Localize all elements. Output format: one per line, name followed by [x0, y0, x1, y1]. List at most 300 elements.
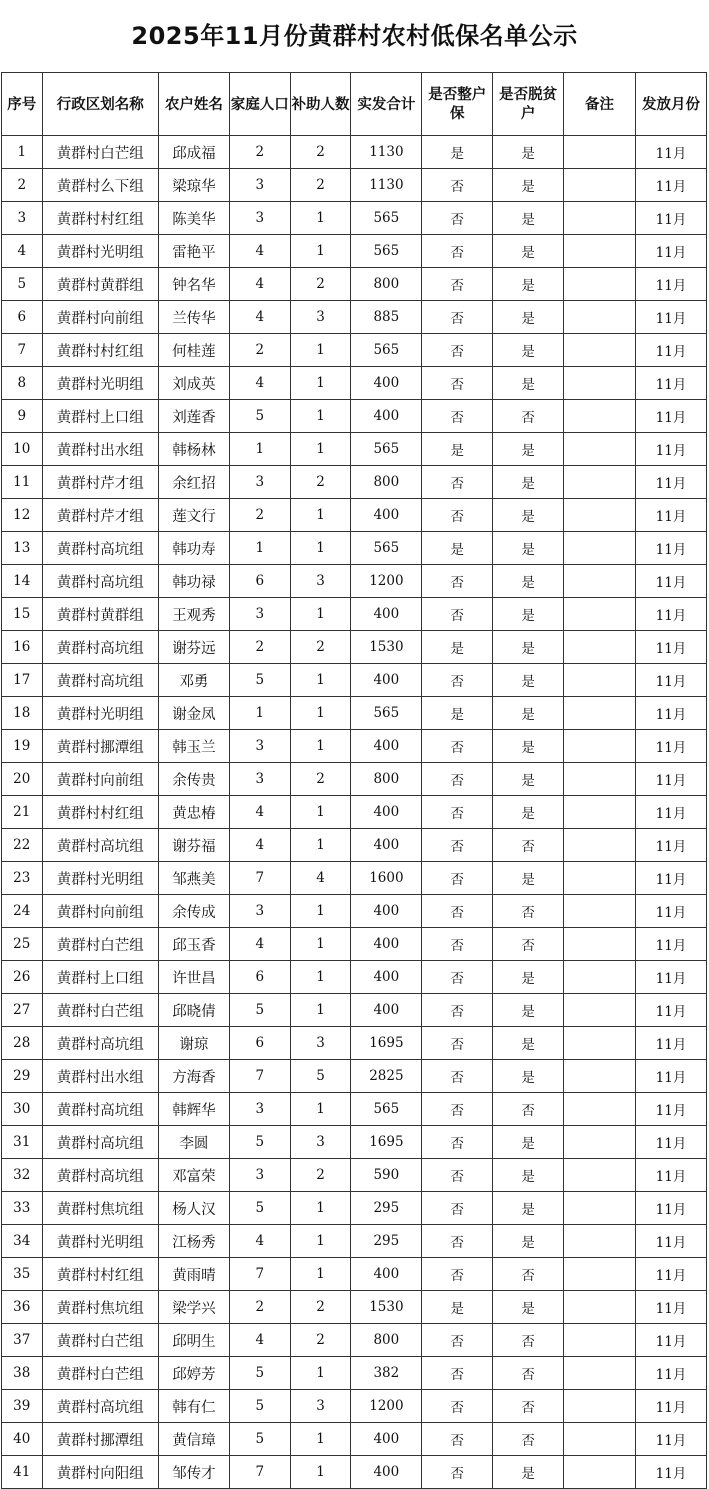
cell-area: 黄群村村红组 — [42, 796, 158, 829]
cell-name: 韩功禄 — [159, 565, 230, 598]
cell-poverty-exit: 是 — [493, 763, 564, 796]
cell-index: 4 — [2, 235, 43, 268]
cell-amount: 1695 — [351, 1027, 422, 1060]
cell-month: 11月 — [636, 1390, 707, 1423]
cell-remarks — [564, 829, 636, 862]
cell-family-size: 7 — [229, 1060, 290, 1093]
table-row — [2, 499, 707, 532]
table-row — [2, 433, 707, 466]
cell-whole-household: 否 — [422, 499, 493, 532]
cell-name: 梁学兴 — [159, 1291, 230, 1324]
cell-name: 邱玉香 — [159, 928, 230, 961]
cell-whole-household: 否 — [422, 334, 493, 367]
cell-amount: 565 — [351, 334, 422, 367]
cell-area: 黄群村光明组 — [42, 235, 158, 268]
cell-subsidized: 2 — [290, 1291, 351, 1324]
table-row — [2, 532, 707, 565]
cell-family-size: 3 — [229, 466, 290, 499]
cell-poverty-exit: 是 — [493, 1225, 564, 1258]
cell-whole-household: 否 — [422, 1159, 493, 1192]
table-row — [2, 796, 707, 829]
cell-amount: 400 — [351, 895, 422, 928]
cell-month: 11月 — [636, 235, 707, 268]
cell-amount: 400 — [351, 1423, 422, 1456]
cell-remarks — [564, 136, 636, 169]
cell-month: 11月 — [636, 136, 707, 169]
cell-whole-household: 否 — [422, 829, 493, 862]
cell-month: 11月 — [636, 862, 707, 895]
cell-month: 11月 — [636, 169, 707, 202]
table-row — [2, 994, 707, 1027]
cell-amount: 590 — [351, 1159, 422, 1192]
cell-remarks — [564, 862, 636, 895]
cell-subsidized: 1 — [290, 1423, 351, 1456]
cell-index: 26 — [2, 961, 43, 994]
cell-name: 邱成福 — [159, 136, 230, 169]
cell-subsidized: 1 — [290, 367, 351, 400]
table-row — [2, 1291, 707, 1324]
cell-month: 11月 — [636, 928, 707, 961]
table-row — [2, 862, 707, 895]
cell-whole-household: 否 — [422, 1027, 493, 1060]
cell-month: 11月 — [636, 268, 707, 301]
cell-name: 邱婷芳 — [159, 1357, 230, 1390]
table-row — [2, 697, 707, 730]
cell-remarks — [564, 301, 636, 334]
cell-name: 何桂莲 — [159, 334, 230, 367]
cell-name: 韩辉华 — [159, 1093, 230, 1126]
cell-index: 17 — [2, 664, 43, 697]
cell-name: 谢芬远 — [159, 631, 230, 664]
cell-poverty-exit: 是 — [493, 1027, 564, 1060]
header-amount: 实发合计 — [351, 73, 422, 136]
cell-amount: 400 — [351, 961, 422, 994]
cell-remarks — [564, 631, 636, 664]
cell-poverty-exit: 是 — [493, 1192, 564, 1225]
header-family-size: 家庭人口 — [229, 73, 290, 136]
cell-family-size: 6 — [229, 565, 290, 598]
table-row — [2, 235, 707, 268]
cell-area: 黄群村高坑组 — [42, 1159, 158, 1192]
cell-whole-household: 否 — [422, 301, 493, 334]
table-row — [2, 400, 707, 433]
cell-area: 黄群村高坑组 — [42, 1126, 158, 1159]
header-householder: 农户姓名 — [159, 73, 230, 136]
cell-subsidized: 1 — [290, 1192, 351, 1225]
cell-area: 黄群村向前组 — [42, 895, 158, 928]
cell-area: 黄群村白芒组 — [42, 1324, 158, 1357]
cell-subsidized: 3 — [290, 301, 351, 334]
cell-name: 刘莲香 — [159, 400, 230, 433]
cell-name: 钟名华 — [159, 268, 230, 301]
cell-amount: 400 — [351, 1258, 422, 1291]
cell-whole-household: 否 — [422, 862, 493, 895]
cell-index: 40 — [2, 1423, 43, 1456]
cell-poverty-exit: 否 — [493, 1423, 564, 1456]
cell-whole-household: 是 — [422, 697, 493, 730]
cell-index: 32 — [2, 1159, 43, 1192]
header-index: 序号 — [2, 73, 43, 136]
cell-whole-household: 否 — [422, 928, 493, 961]
cell-family-size: 2 — [229, 499, 290, 532]
cell-area: 黄群村出水组 — [42, 1060, 158, 1093]
cell-remarks — [564, 565, 636, 598]
cell-amount: 1130 — [351, 136, 422, 169]
cell-area: 黄群村高坑组 — [42, 1027, 158, 1060]
cell-amount: 382 — [351, 1357, 422, 1390]
cell-amount: 400 — [351, 1456, 422, 1489]
cell-poverty-exit: 是 — [493, 664, 564, 697]
cell-area: 黄群村高坑组 — [42, 664, 158, 697]
cell-whole-household: 否 — [422, 400, 493, 433]
cell-month: 11月 — [636, 697, 707, 730]
cell-family-size: 5 — [229, 1357, 290, 1390]
cell-amount: 2825 — [351, 1060, 422, 1093]
cell-amount: 400 — [351, 598, 422, 631]
cell-month: 11月 — [636, 1258, 707, 1291]
cell-amount: 1200 — [351, 1390, 422, 1423]
cell-family-size: 7 — [229, 1456, 290, 1489]
cell-month: 11月 — [636, 763, 707, 796]
table-row — [2, 730, 707, 763]
cell-remarks — [564, 1423, 636, 1456]
header-area: 行政区划名称 — [42, 73, 158, 136]
cell-name: 黄信璋 — [159, 1423, 230, 1456]
cell-month: 11月 — [636, 1291, 707, 1324]
cell-whole-household: 否 — [422, 895, 493, 928]
cell-name: 韩玉兰 — [159, 730, 230, 763]
header-remarks: 备注 — [564, 73, 636, 136]
cell-name: 雷艳平 — [159, 235, 230, 268]
cell-remarks — [564, 961, 636, 994]
cell-name: 邓富荣 — [159, 1159, 230, 1192]
cell-area: 黄群村么下组 — [42, 169, 158, 202]
cell-family-size: 2 — [229, 631, 290, 664]
cell-amount: 885 — [351, 301, 422, 334]
cell-poverty-exit: 是 — [493, 367, 564, 400]
cell-amount: 800 — [351, 466, 422, 499]
header-month: 发放月份 — [636, 73, 707, 136]
cell-whole-household: 否 — [422, 1093, 493, 1126]
cell-area: 黄群村高坑组 — [42, 565, 158, 598]
cell-name: 谢琼 — [159, 1027, 230, 1060]
cell-family-size: 5 — [229, 1192, 290, 1225]
cell-area: 黄群村高坑组 — [42, 1390, 158, 1423]
cell-whole-household: 否 — [422, 730, 493, 763]
cell-subsidized: 3 — [290, 1126, 351, 1159]
cell-remarks — [564, 268, 636, 301]
cell-remarks — [564, 1126, 636, 1159]
table-row — [2, 1258, 707, 1291]
cell-index: 6 — [2, 301, 43, 334]
cell-name: 余传贵 — [159, 763, 230, 796]
cell-whole-household: 是 — [422, 433, 493, 466]
cell-poverty-exit: 是 — [493, 796, 564, 829]
cell-month: 11月 — [636, 994, 707, 1027]
cell-area: 黄群村村红组 — [42, 334, 158, 367]
cell-index: 24 — [2, 895, 43, 928]
cell-month: 11月 — [636, 1060, 707, 1093]
cell-whole-household: 否 — [422, 1324, 493, 1357]
cell-subsidized: 1 — [290, 1093, 351, 1126]
cell-name: 谢金凤 — [159, 697, 230, 730]
cell-area: 黄群村芹才组 — [42, 466, 158, 499]
cell-remarks — [564, 730, 636, 763]
cell-month: 11月 — [636, 1093, 707, 1126]
cell-index: 22 — [2, 829, 43, 862]
cell-family-size: 3 — [229, 730, 290, 763]
cell-poverty-exit: 是 — [493, 301, 564, 334]
table-row — [2, 136, 707, 169]
cell-remarks — [564, 532, 636, 565]
table-row — [2, 301, 707, 334]
cell-poverty-exit: 是 — [493, 136, 564, 169]
cell-whole-household: 否 — [422, 565, 493, 598]
cell-index: 19 — [2, 730, 43, 763]
cell-area: 黄群村高坑组 — [42, 829, 158, 862]
cell-remarks — [564, 1093, 636, 1126]
cell-amount: 400 — [351, 400, 422, 433]
cell-amount: 400 — [351, 730, 422, 763]
cell-subsidized: 2 — [290, 1159, 351, 1192]
cell-name: 黄雨晴 — [159, 1258, 230, 1291]
cell-area: 黄群村光明组 — [42, 1225, 158, 1258]
cell-remarks — [564, 763, 636, 796]
cell-poverty-exit: 是 — [493, 730, 564, 763]
header-poverty-exit: 是否脱贫户 — [493, 73, 564, 136]
cell-subsidized: 1 — [290, 994, 351, 1027]
cell-amount: 565 — [351, 1093, 422, 1126]
cell-whole-household: 否 — [422, 1456, 493, 1489]
table-row — [2, 1225, 707, 1258]
cell-poverty-exit: 否 — [493, 829, 564, 862]
cell-remarks — [564, 235, 636, 268]
cell-subsidized: 2 — [290, 136, 351, 169]
cell-name: 余红招 — [159, 466, 230, 499]
cell-index: 13 — [2, 532, 43, 565]
cell-remarks — [564, 202, 636, 235]
cell-area: 黄群村焦坑组 — [42, 1192, 158, 1225]
cell-area: 黄群村上口组 — [42, 400, 158, 433]
cell-name: 邹传才 — [159, 1456, 230, 1489]
cell-month: 11月 — [636, 1357, 707, 1390]
cell-name: 黄忠椿 — [159, 796, 230, 829]
cell-subsidized: 3 — [290, 565, 351, 598]
cell-whole-household: 否 — [422, 1390, 493, 1423]
subsidy-list-table — [1, 72, 707, 1489]
cell-month: 11月 — [636, 796, 707, 829]
cell-poverty-exit: 是 — [493, 565, 564, 598]
cell-name: 莲文行 — [159, 499, 230, 532]
cell-month: 11月 — [636, 598, 707, 631]
cell-poverty-exit: 是 — [493, 1126, 564, 1159]
cell-family-size: 4 — [229, 235, 290, 268]
cell-subsidized: 1 — [290, 1357, 351, 1390]
cell-whole-household: 是 — [422, 136, 493, 169]
cell-amount: 565 — [351, 202, 422, 235]
cell-whole-household: 否 — [422, 1258, 493, 1291]
cell-index: 38 — [2, 1357, 43, 1390]
cell-remarks — [564, 1159, 636, 1192]
cell-poverty-exit: 否 — [493, 1258, 564, 1291]
table-row — [2, 1060, 707, 1093]
table-row — [2, 763, 707, 796]
cell-name: 余传成 — [159, 895, 230, 928]
cell-amount: 565 — [351, 235, 422, 268]
cell-index: 15 — [2, 598, 43, 631]
cell-remarks — [564, 598, 636, 631]
cell-index: 11 — [2, 466, 43, 499]
cell-poverty-exit: 否 — [493, 1390, 564, 1423]
cell-amount: 565 — [351, 433, 422, 466]
cell-subsidized: 3 — [290, 1027, 351, 1060]
cell-remarks — [564, 400, 636, 433]
cell-name: 王观秀 — [159, 598, 230, 631]
cell-whole-household: 否 — [422, 466, 493, 499]
cell-area: 黄群村高坑组 — [42, 532, 158, 565]
cell-index: 20 — [2, 763, 43, 796]
cell-poverty-exit: 否 — [493, 400, 564, 433]
cell-area: 黄群村向阳组 — [42, 1456, 158, 1489]
cell-family-size: 2 — [229, 136, 290, 169]
cell-whole-household: 否 — [422, 1357, 493, 1390]
cell-month: 11月 — [636, 367, 707, 400]
cell-month: 11月 — [636, 895, 707, 928]
cell-amount: 400 — [351, 928, 422, 961]
cell-subsidized: 1 — [290, 334, 351, 367]
cell-poverty-exit: 是 — [493, 202, 564, 235]
cell-area: 黄群村黄群组 — [42, 598, 158, 631]
cell-month: 11月 — [636, 433, 707, 466]
cell-amount: 800 — [351, 1324, 422, 1357]
cell-area: 黄群村挪潭组 — [42, 730, 158, 763]
cell-family-size: 4 — [229, 301, 290, 334]
cell-month: 11月 — [636, 400, 707, 433]
cell-subsidized: 2 — [290, 268, 351, 301]
cell-remarks — [564, 367, 636, 400]
cell-subsidized: 2 — [290, 169, 351, 202]
cell-amount: 1695 — [351, 1126, 422, 1159]
cell-whole-household: 否 — [422, 1192, 493, 1225]
cell-remarks — [564, 796, 636, 829]
cell-remarks — [564, 664, 636, 697]
cell-subsidized: 1 — [290, 928, 351, 961]
cell-index: 37 — [2, 1324, 43, 1357]
cell-remarks — [564, 1225, 636, 1258]
header-whole-household: 是否整户保 — [422, 73, 493, 136]
cell-area: 黄群村上口组 — [42, 961, 158, 994]
cell-poverty-exit: 是 — [493, 466, 564, 499]
cell-index: 18 — [2, 697, 43, 730]
cell-family-size: 3 — [229, 598, 290, 631]
cell-subsidized: 1 — [290, 235, 351, 268]
cell-index: 5 — [2, 268, 43, 301]
cell-area: 黄群村高坑组 — [42, 1093, 158, 1126]
cell-poverty-exit: 是 — [493, 631, 564, 664]
cell-month: 11月 — [636, 961, 707, 994]
cell-subsidized: 1 — [290, 1258, 351, 1291]
cell-poverty-exit: 否 — [493, 1093, 564, 1126]
cell-amount: 400 — [351, 994, 422, 1027]
cell-remarks — [564, 994, 636, 1027]
cell-whole-household: 是 — [422, 631, 493, 664]
cell-family-size: 6 — [229, 1027, 290, 1060]
cell-poverty-exit: 是 — [493, 862, 564, 895]
cell-whole-household: 否 — [422, 961, 493, 994]
table-row — [2, 268, 707, 301]
cell-index: 30 — [2, 1093, 43, 1126]
cell-index: 12 — [2, 499, 43, 532]
table-row — [2, 928, 707, 961]
cell-area: 黄群村光明组 — [42, 862, 158, 895]
cell-month: 11月 — [636, 1159, 707, 1192]
cell-index: 14 — [2, 565, 43, 598]
cell-family-size: 1 — [229, 697, 290, 730]
cell-amount: 800 — [351, 763, 422, 796]
cell-remarks — [564, 1324, 636, 1357]
table-row — [2, 1093, 707, 1126]
cell-index: 21 — [2, 796, 43, 829]
cell-whole-household: 否 — [422, 169, 493, 202]
cell-remarks — [564, 433, 636, 466]
cell-family-size: 4 — [229, 367, 290, 400]
cell-family-size: 1 — [229, 433, 290, 466]
cell-subsidized: 1 — [290, 598, 351, 631]
page-title: 2025年11月份黄群村农村低保名单公示 — [131, 22, 578, 50]
cell-name: 谢芬福 — [159, 829, 230, 862]
cell-family-size: 3 — [229, 895, 290, 928]
cell-month: 11月 — [636, 1456, 707, 1489]
cell-subsidized: 2 — [290, 1324, 351, 1357]
cell-amount: 800 — [351, 268, 422, 301]
cell-subsidized: 1 — [290, 730, 351, 763]
table-row — [2, 1027, 707, 1060]
cell-name: 兰传华 — [159, 301, 230, 334]
cell-subsidized: 2 — [290, 763, 351, 796]
cell-poverty-exit: 否 — [493, 1324, 564, 1357]
cell-whole-household: 否 — [422, 1126, 493, 1159]
cell-whole-household: 否 — [422, 664, 493, 697]
cell-remarks — [564, 466, 636, 499]
table-row — [2, 169, 707, 202]
cell-index: 36 — [2, 1291, 43, 1324]
cell-area: 黄群村村红组 — [42, 202, 158, 235]
cell-family-size: 3 — [229, 763, 290, 796]
cell-whole-household: 否 — [422, 367, 493, 400]
cell-name: 许世昌 — [159, 961, 230, 994]
table-row — [2, 664, 707, 697]
cell-month: 11月 — [636, 565, 707, 598]
cell-index: 3 — [2, 202, 43, 235]
cell-month: 11月 — [636, 466, 707, 499]
cell-area: 黄群村出水组 — [42, 433, 158, 466]
cell-subsidized: 1 — [290, 961, 351, 994]
cell-whole-household: 否 — [422, 235, 493, 268]
cell-poverty-exit: 是 — [493, 1159, 564, 1192]
cell-name: 韩杨林 — [159, 433, 230, 466]
cell-area: 黄群村光明组 — [42, 367, 158, 400]
table-row — [2, 829, 707, 862]
cell-index: 23 — [2, 862, 43, 895]
cell-whole-household: 否 — [422, 994, 493, 1027]
cell-amount: 1530 — [351, 631, 422, 664]
cell-whole-household: 否 — [422, 796, 493, 829]
cell-month: 11月 — [636, 730, 707, 763]
cell-family-size: 5 — [229, 1390, 290, 1423]
cell-index: 33 — [2, 1192, 43, 1225]
cell-whole-household: 否 — [422, 268, 493, 301]
cell-index: 7 — [2, 334, 43, 367]
